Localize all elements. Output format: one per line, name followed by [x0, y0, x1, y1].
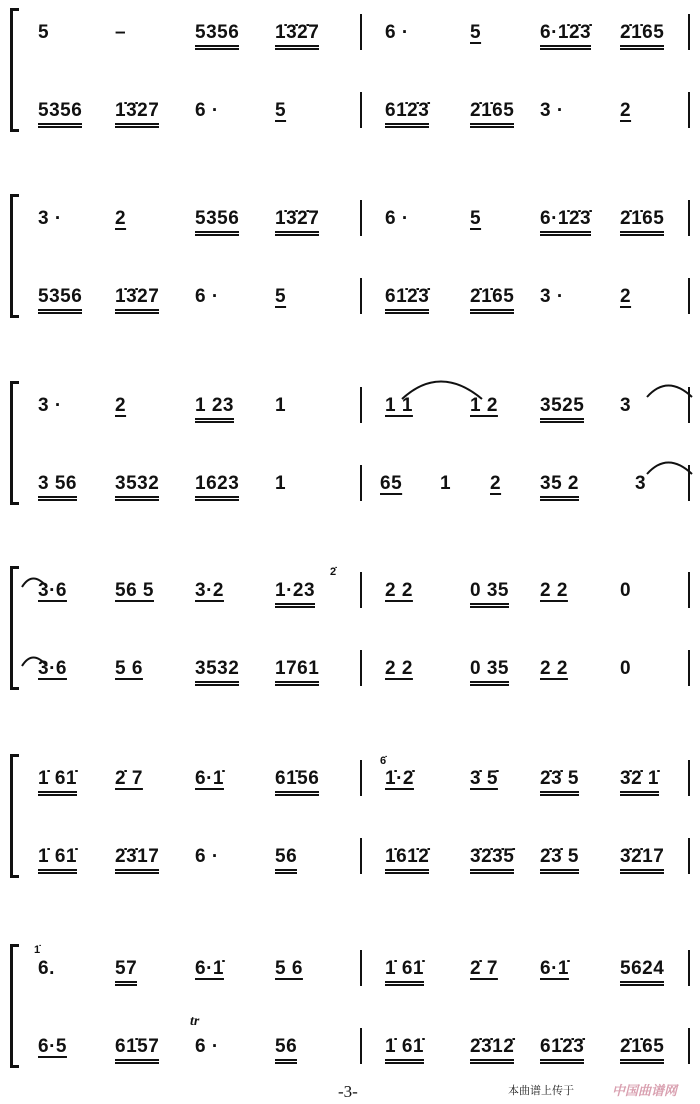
- note-group: 1: [275, 395, 287, 416]
- note-group: 2: [620, 100, 632, 121]
- note-group: 2̇1̇65: [620, 22, 664, 50]
- note-group: 1̇3̇2̇7: [275, 22, 319, 50]
- note-group: 1̇61̇2̇: [385, 846, 429, 874]
- barline: [360, 14, 362, 50]
- watermark: 中国曲谱网: [612, 1083, 678, 1098]
- barline: [688, 838, 690, 874]
- note-group: 6 ·: [385, 22, 409, 43]
- note-group: 2̇ 7: [470, 958, 498, 979]
- note-group: 5: [470, 22, 482, 43]
- note-group: 6 ·: [195, 846, 219, 867]
- barline: [688, 14, 690, 50]
- note-group: 2̇3̇ 5: [540, 846, 579, 874]
- note-group: 3532: [115, 473, 159, 501]
- note-group: 1761: [275, 658, 319, 686]
- note-group: 1·23: [275, 580, 315, 608]
- note-group: 6.: [38, 958, 55, 979]
- note-group: 5: [470, 208, 482, 229]
- note-group: –: [115, 22, 127, 43]
- note-group: 2̇1̇65: [620, 208, 664, 236]
- note-group: 6·1̇: [195, 958, 224, 979]
- note-group: 2: [115, 208, 127, 229]
- note-group: 1̇3̇27: [115, 100, 159, 128]
- grace-1-mark: 2̇: [330, 566, 337, 578]
- note-group: 2 2: [540, 658, 568, 679]
- note-group: 2̇1̇65: [620, 1036, 664, 1064]
- note-group: 2 2: [385, 580, 413, 601]
- barline: [688, 760, 690, 796]
- note-group: 61̇2̇3̇: [540, 1036, 584, 1064]
- note-group: 0 35: [470, 580, 509, 608]
- note-group: 1̇ 61̇: [38, 846, 77, 874]
- note-group: 61̇56: [275, 768, 319, 796]
- barline: [688, 278, 690, 314]
- note-group: 2: [620, 286, 632, 307]
- barline: [360, 465, 362, 501]
- note-group: 3̇2̇17: [620, 846, 664, 874]
- note-group: 1623: [195, 473, 239, 501]
- barline: [360, 650, 362, 686]
- note-group: 1: [440, 473, 452, 494]
- upload-credit: 本曲谱上传于: [508, 1085, 574, 1097]
- note-group: 0: [620, 658, 632, 679]
- grace-2-mark: 6̇: [380, 755, 387, 767]
- note-group: 6·1̇: [195, 768, 224, 789]
- note-group: 2 2: [540, 580, 568, 601]
- note-group: 5: [275, 100, 287, 121]
- barline: [688, 1028, 690, 1064]
- note-group: 5 6: [275, 958, 303, 979]
- note-group: 35 2: [540, 473, 579, 501]
- note-group: 6 ·: [195, 100, 219, 121]
- trill-mark: tr: [190, 1014, 200, 1029]
- note-group: 2̇3̇ 5: [540, 768, 579, 796]
- note-group: 0 35: [470, 658, 509, 686]
- note-group: 2̇3̇17: [115, 846, 159, 874]
- note-group: 1̇ 61̇: [385, 958, 424, 986]
- note-group: 5: [275, 286, 287, 307]
- barline: [688, 200, 690, 236]
- note-group: 3 ·: [38, 395, 62, 416]
- barline: [360, 278, 362, 314]
- tie-slur: [20, 654, 49, 668]
- note-group: 3532: [195, 658, 239, 686]
- system-bracket: [10, 566, 19, 690]
- note-group: 3·6: [38, 658, 67, 679]
- note-group: 1 2: [470, 395, 498, 416]
- tie-slur: [645, 458, 694, 476]
- note-group: 61̇57: [115, 1036, 159, 1064]
- note-group: 1̇·2̇: [385, 768, 414, 789]
- barline: [360, 838, 362, 874]
- note-group: 6 ·: [195, 1036, 219, 1057]
- note-group: 1̇ 61̇: [38, 768, 77, 796]
- tie-slur: [20, 575, 49, 589]
- note-group: 2̇3̇12̇: [470, 1036, 514, 1064]
- note-group: 2̇1̇65: [470, 100, 514, 128]
- note-group: 3 ·: [540, 100, 564, 121]
- note-group: 57: [115, 958, 137, 986]
- barline: [360, 1028, 362, 1064]
- note-group: 5356: [195, 208, 239, 236]
- system-bracket: [10, 944, 19, 1068]
- note-group: 6·1̇2̇3̇: [540, 208, 591, 236]
- system-bracket: [10, 8, 19, 132]
- note-group: 3̇2̇3̇5̇: [470, 846, 514, 874]
- grace-3-mark: 1̇: [34, 944, 41, 956]
- barline: [688, 950, 690, 986]
- note-group: 1 23: [195, 395, 234, 423]
- note-group: 2 2: [385, 658, 413, 679]
- tie-slur: [645, 381, 694, 399]
- barline: [688, 572, 690, 608]
- note-group: 1̇ 61̇: [385, 1036, 424, 1064]
- note-group: 1: [275, 473, 287, 494]
- note-group: 0: [620, 580, 632, 601]
- note-group: 3·2: [195, 580, 224, 601]
- note-group: 3̇ 5̇: [470, 768, 498, 789]
- note-group: 56: [275, 1036, 297, 1064]
- note-group: 1̇3̇2̇7: [275, 208, 319, 236]
- barline: [688, 92, 690, 128]
- note-group: 5: [38, 22, 50, 43]
- barline: [360, 92, 362, 128]
- note-group: 2: [490, 473, 502, 494]
- note-group: 61̇2̇3̇: [385, 286, 429, 314]
- note-group: 2̇1̇65: [470, 286, 514, 314]
- note-group: 3525: [540, 395, 584, 423]
- note-group: 3·6: [38, 580, 67, 601]
- note-group: 3 56: [38, 473, 77, 501]
- note-group: 3 ·: [38, 208, 62, 229]
- note-group: 6 ·: [195, 286, 219, 307]
- note-group: 6·5: [38, 1036, 67, 1057]
- note-group: 5356: [195, 22, 239, 50]
- note-group: 6 ·: [385, 208, 409, 229]
- note-group: 5356: [38, 286, 82, 314]
- note-group: 6·1̇2̇3̇: [540, 22, 591, 50]
- note-group: 5 6: [115, 658, 143, 679]
- note-group: 5624: [620, 958, 664, 986]
- barline: [688, 650, 690, 686]
- barline: [360, 572, 362, 608]
- system-bracket: [10, 194, 19, 318]
- note-group: 56 5: [115, 580, 154, 601]
- note-group: 3: [620, 395, 632, 416]
- barline: [360, 760, 362, 796]
- note-group: 2: [115, 395, 127, 416]
- note-group: 3: [635, 473, 647, 494]
- page-number: -3-: [338, 1082, 358, 1101]
- note-group: 5356: [38, 100, 82, 128]
- note-group: 65: [380, 473, 403, 494]
- note-group: 56: [275, 846, 297, 874]
- note-group: 1 1: [385, 395, 413, 416]
- note-group: 3 ·: [540, 286, 564, 307]
- system-bracket: [10, 381, 19, 505]
- system-bracket: [10, 754, 19, 878]
- barline: [360, 200, 362, 236]
- barline: [360, 387, 362, 423]
- tie-slur: [400, 375, 484, 401]
- note-group: 2̇ 7: [115, 768, 143, 789]
- note-group: 61̇2̇3̇: [385, 100, 429, 128]
- note-group: 3̇2̇ 1̇: [620, 768, 659, 796]
- note-group: 1̇3̇27: [115, 286, 159, 314]
- barline: [360, 950, 362, 986]
- note-group: 6·1̇: [540, 958, 569, 979]
